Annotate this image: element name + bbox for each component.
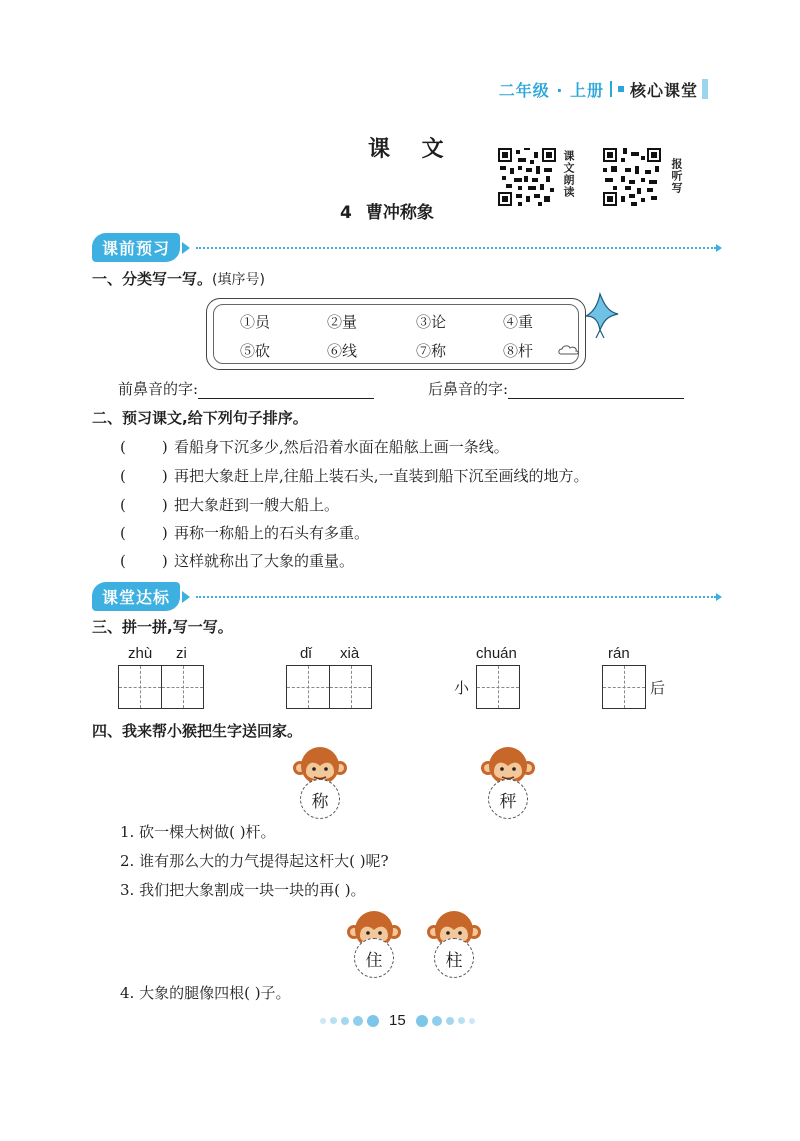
writing-cell[interactable]: [161, 666, 203, 708]
pinyin: rán: [608, 645, 630, 662]
fill-sentence: 4. 大象的腿像四根( )子。: [120, 984, 291, 1002]
dot-icon: [432, 1016, 442, 1026]
banner-arrow-icon: [182, 242, 190, 254]
qr-label-reading: 课文朗读: [562, 150, 575, 198]
character-medal[interactable]: 秤: [488, 779, 528, 819]
dot-icon: [367, 1015, 379, 1027]
dot-icon: [341, 1017, 349, 1025]
character-medal[interactable]: 住: [354, 938, 394, 978]
dot-icon: [330, 1017, 337, 1024]
header-end-bar: [702, 79, 708, 99]
pinyin: xià: [340, 645, 360, 662]
dot-icon: [320, 1018, 326, 1024]
char-item: ④重: [503, 313, 534, 331]
dot-icon: [416, 1015, 428, 1027]
order-blank[interactable]: ( ): [120, 552, 168, 570]
banner-arrow-icon: [182, 591, 190, 603]
qr-code-icon[interactable]: [498, 148, 556, 206]
writing-cell[interactable]: [119, 666, 161, 708]
order-sentence: ( ) 这样就称出了大象的重量。: [120, 552, 355, 570]
pinyin: zi: [176, 645, 187, 662]
writing-grid[interactable]: [118, 665, 204, 709]
page-header: [499, 78, 708, 100]
fill-sentence: 1. 砍一棵大树做( )杆。: [120, 823, 276, 841]
dot-icon: [458, 1017, 465, 1024]
char-item: ⑦称: [416, 342, 447, 360]
char-item: ⑤砍: [240, 342, 271, 360]
writing-cell[interactable]: [287, 666, 329, 708]
banner-dotted-line: [196, 596, 716, 598]
front-nasal-answer-line[interactable]: [198, 382, 374, 399]
char-item: ②量: [327, 313, 358, 331]
swallow-icon: [578, 290, 622, 340]
cloud-icon: [558, 343, 580, 357]
lesson-name: 曹冲称象: [365, 203, 434, 223]
writing-grid[interactable]: [602, 665, 646, 709]
order-blank[interactable]: ( ): [120, 496, 168, 514]
question-2-heading: 二、预习课文,给下列句子排序。: [92, 409, 308, 427]
banner-tip-icon: [716, 593, 722, 601]
qr-code-icon[interactable]: [603, 148, 661, 206]
writing-grid[interactable]: [476, 665, 520, 709]
qr-label-dictation: 报听写: [670, 158, 683, 194]
back-nasal-row: [428, 378, 684, 399]
question-1-note: (填序号): [212, 272, 265, 288]
page-number: 15: [389, 1012, 406, 1029]
pinyin: zhù: [128, 645, 153, 662]
question-1-title: 一、分类写一写。: [92, 270, 213, 288]
page-title: 课 文: [368, 137, 456, 162]
back-nasal-answer-line[interactable]: [508, 382, 684, 399]
qr-code-dictation[interactable]: [603, 148, 661, 210]
question-1-heading: [92, 268, 265, 289]
page-footer: [318, 1012, 477, 1029]
character-medal[interactable]: 称: [300, 779, 340, 819]
pinyin: chuán: [476, 645, 517, 662]
banner-dotted-line: [196, 247, 716, 249]
banner-tip-icon: [716, 244, 722, 252]
writing-cell[interactable]: [477, 666, 519, 708]
lesson-title: [340, 198, 434, 223]
banner-label: 课堂达标: [92, 582, 180, 611]
header-square-icon: [618, 86, 624, 92]
writing-cell[interactable]: [603, 666, 645, 708]
dot-icon: [446, 1017, 454, 1025]
pinyin: dǐ: [300, 645, 312, 662]
dot-icon: [353, 1016, 363, 1026]
order-sentence: ( ) 再称一称船上的石头有多重。: [120, 524, 370, 542]
grade-label: 二年级 · 上册: [498, 80, 604, 100]
char-item: ③论: [416, 313, 447, 331]
lesson-number: 4: [340, 203, 352, 223]
order-blank[interactable]: ( ): [120, 438, 168, 456]
section-label: 核心课堂: [629, 80, 698, 100]
section-banner-preview: [92, 233, 722, 262]
char-item: ⑧杆: [503, 342, 534, 360]
order-blank[interactable]: ( ): [120, 524, 168, 542]
back-nasal-label: 后鼻音的字:: [428, 380, 509, 398]
order-sentence: ( ) 再把大象赶上岸,往船上装石头,一直装到船下沉至画线的地方。: [120, 467, 589, 485]
banner-label: 课前预习: [92, 233, 180, 262]
header-divider: [610, 81, 612, 97]
qr-code-reading[interactable]: [498, 148, 556, 210]
front-nasal-label: 前鼻音的字:: [118, 380, 199, 398]
char-item: ⑥线: [327, 342, 358, 360]
section-banner-classwork: [92, 582, 722, 611]
question-3-heading: 三、拼一拼,写一写。: [92, 618, 233, 636]
char-item: ①员: [240, 313, 271, 331]
front-nasal-row: [118, 378, 374, 399]
word-prefix: 小: [454, 679, 470, 697]
word-suffix: 后: [650, 679, 666, 697]
dot-icon: [469, 1018, 475, 1024]
order-blank[interactable]: ( ): [120, 467, 168, 485]
fill-sentence: 2. 谁有那么大的力气提得起这杆大( )呢?: [120, 852, 389, 870]
writing-cell[interactable]: [329, 666, 371, 708]
character-medal[interactable]: 柱: [434, 938, 474, 978]
writing-grid[interactable]: [286, 665, 372, 709]
order-sentence: ( ) 把大象赶到一艘大船上。: [120, 496, 340, 514]
question-4-heading: 四、我来帮小猴把生字送回家。: [92, 722, 303, 740]
fill-sentence: 3. 我们把大象割成一块一块的再( )。: [120, 881, 366, 899]
order-sentence: ( ) 看船身下沉多少,然后沿着水面在船舷上画一条线。: [120, 438, 509, 456]
